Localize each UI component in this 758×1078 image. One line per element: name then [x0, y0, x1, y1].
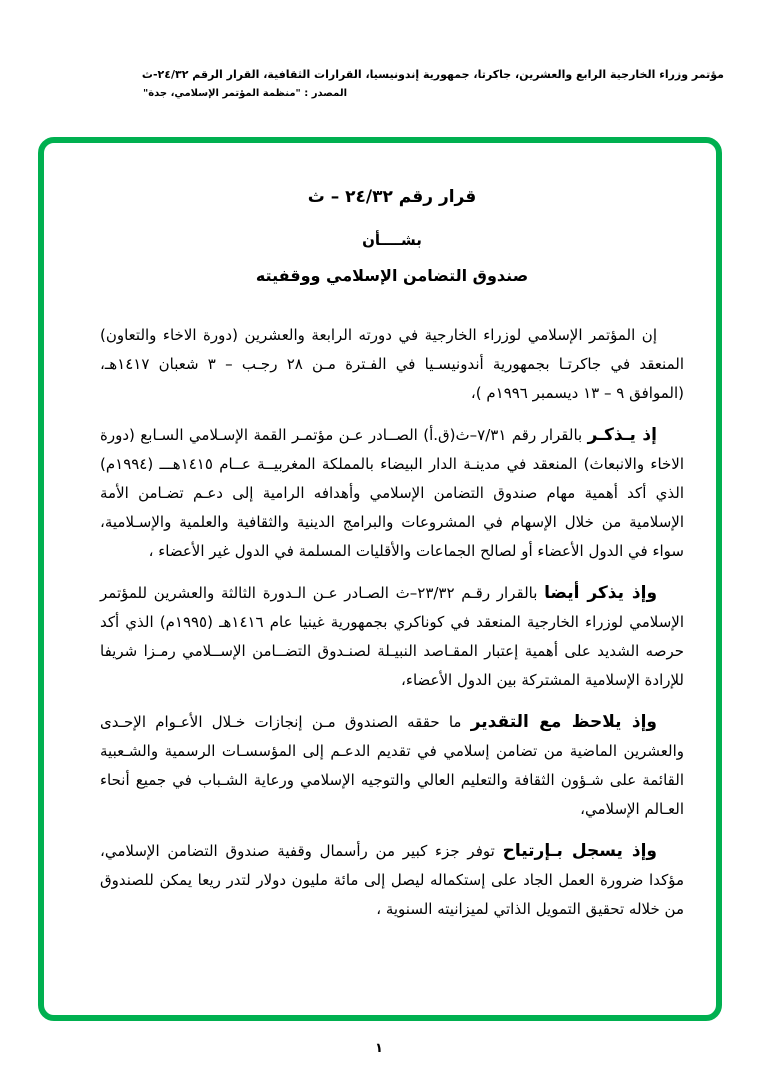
- paragraph-recalling: [100, 421, 684, 566]
- document-header: [36, 68, 724, 99]
- paragraph-lead: وإذ يسجل بـإرتياح: [502, 841, 657, 861]
- paragraph-text: توفر جزء كبير من رأسمال وقفية صندوق التضامن الإسلامي، مؤكدا ضرورة العمل الجاد على إستكماله ليصل إلى مائة مليون دولار لتدر ريعا يمكن للصندوق من خلاله تحقيق التمويل الذاتي لميزانيته السنوية ،: [100, 842, 684, 918]
- document-body: [44, 143, 716, 1015]
- paragraph-lead: وإذ يذكر أيضا: [544, 583, 658, 603]
- title-resolution-number: قرار رقم ٢٤/٣٢ – ث: [307, 187, 477, 207]
- paragraph-text: ما حققه الصندوق مـن إنجازات خـلال الأعـوام الإحـدى والعشرين الماضية من تضامن إسلامي في تقديم الدعـم إلى المؤسسـات الرسمية والشـعبية القائمة على شـؤون الثقافة والتعليم العالي والتوجيه الإسلامي ورعاية الشـباب في جميع أنحاء العـالم الإسلامي،: [100, 713, 684, 818]
- title-regarding: بشــــأن: [362, 231, 422, 249]
- header-source: المصدر : "منظمة المؤتمر الإسلامي، جدة": [142, 88, 347, 99]
- paragraph-recording-satisfaction: [100, 837, 684, 924]
- document-border-frame: [38, 137, 722, 1021]
- paragraph-text: إن المؤتمر الإسلامي لوزراء الخارجية في دورته الرابعة والعشرين (دورة الاخاء والتعاون) المنعقد في جاكرتـا بجمهورية أندونيسـيا في الفـترة مـن ٢٨ رجـب – ٣ شعبان ١٤١٧هـ، (الموافق ٩ – ١٣ ديسمبر ١٩٩٦م )،: [100, 326, 684, 402]
- paragraph-noting-appreciation: [100, 708, 684, 824]
- paragraph-recalling-also: [100, 579, 684, 695]
- paragraph-text: بالقرار رقـم ٢٣/٣٢–ث الصـادر عـن الـدورة الثالثة والعشرين للمؤتمر الإسلامي لوزراء الخارجية المنعقد في كوناكري بجمهورية غينيا عام ١٤١٦هـ (١٩٩٥م) الذي أكد حرصه الشديد على أهمية إعتبار المقـاصد النبيـلة لصنـدوق التضــامن الإســلامي رمـزا شريفا للإرادة الإسلامية المشتركة بين الدول الأعضاء،: [100, 584, 684, 689]
- paragraph-text: بالقرار رقم ٧/٣١–ث(ق.أ) الصــادر عـن مؤتمـر القمة الإسـلامي السـابع (دورة الاخاء والانبعاث) المنعقد في مدينـة الدار البيضاء بالمملكة المغربيــة عــام ١٤١٥هـــ (١٩٩٤م) الذي أكد أهمية مهام صندوق التضامن الإسلامي وأهدافه الرامية إلى دعـم تضـامن الأمة الإسلامية من خلال الإسهام في المشروعات والبرامج الدينية والثقافية والعلمية والإسـلامية، سواء في الدول الأعضاء أو لصالح الجماعات والأقليات المسلمة في الدول غير الأعضاء ،: [100, 426, 685, 560]
- title-subject: صندوق التضامن الإسلامي ووقفيته: [255, 266, 529, 285]
- paragraph-preamble: [100, 321, 684, 408]
- page-number: ١: [375, 1041, 383, 1056]
- header-citation: مؤتمر وزراء الخارجية الرابع والعشرين، جاكرتا، جمهورية إندونيسيا، القرارات الثقافية، القرار الرقم ٢٤/٣٢-ث: [141, 68, 724, 81]
- paragraph-lead: إذ يـذكـر: [587, 425, 657, 445]
- paragraph-lead: وإذ يلاحظ مع التقدير: [470, 712, 657, 732]
- resolution-title: [100, 187, 684, 285]
